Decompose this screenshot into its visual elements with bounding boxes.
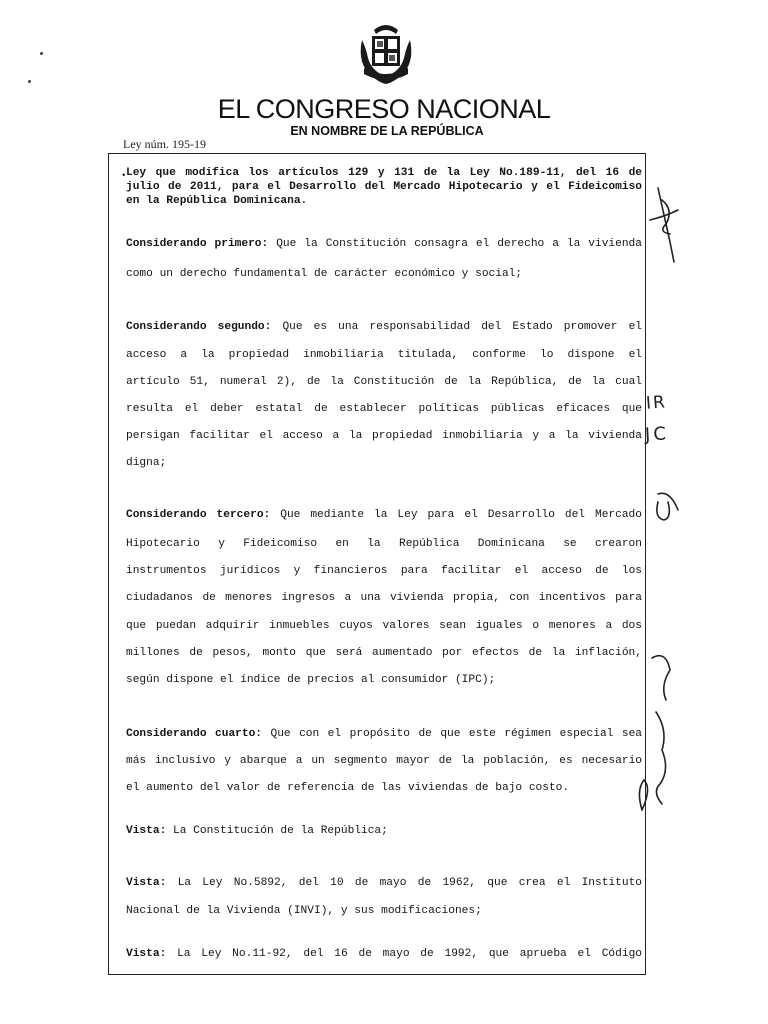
scan-speck — [40, 52, 43, 55]
considerando-line: como un derecho fundamental de carácter económico y social; — [126, 268, 523, 280]
considerando-line: artículo 51, numeral 2), de la Constitución de la República, de la cual — [126, 376, 642, 388]
vista-constitucion: Vista: La Constitución de la República; — [126, 825, 388, 837]
vista-ley-11-92: Vista: La Ley No.11-92, del 16 de mayo de 1992, que aprueba el Código — [126, 948, 642, 960]
considerando-line: resulta el deber estatal de establecer políticas públicas eficaces que — [126, 403, 642, 415]
considerando-line: digna; — [126, 457, 167, 469]
coat-of-arms-seal — [356, 18, 416, 86]
considerando-line: Hipotecario y Fideicomiso en la República Dominicana se crearon — [126, 538, 642, 550]
considerando-line: más inclusivo y abarque a un segmento mayor de la población, es necesario — [126, 755, 642, 767]
considerando-tercero: Considerando tercero: Que mediante la Ley para el Desarrollo del Mercado — [126, 509, 642, 521]
bullet-mark: • — [121, 171, 127, 181]
considerando-line: instrumentos jurídicos y financieros para facilitar el acceso de los — [126, 565, 642, 577]
considerando-cuarto: Considerando cuarto: Que con el propósito de que este régimen especial sea — [126, 728, 642, 740]
considerando-line: acceso a la propiedad inmobiliaria titulada, conforme lo dispone el — [126, 349, 642, 361]
handwritten-margin-marks — [630, 170, 740, 830]
considerando-line: persigan facilitar el acceso a la propiedad inmobiliaria y a la vivienda — [126, 430, 642, 442]
document-subtitle: EN NOMBRE DE LA REPÚBLICA — [290, 124, 484, 138]
vista-line: Nacional de la Vivienda (INVI), y sus modificaciones; — [126, 905, 482, 917]
considerando-line: el aumento del valor de referencia de las viviendas de bajo costo. — [126, 782, 570, 794]
considerando-segundo: Considerando segundo: Que es una responsabilidad del Estado promover el — [126, 321, 642, 333]
document-title: EL CONGRESO NACIONAL — [217, 94, 551, 124]
intro-line: en la República Dominicana. — [126, 195, 308, 207]
intro-line: Ley que modifica los artículos 129 y 131 de la Ley No.189-11, del 16 de — [126, 167, 642, 179]
considerando-primero: Considerando primero: Que la Constitución consagra el derecho a la vivienda — [126, 238, 642, 250]
considerando-line: que puedan adquirir inmuebles cuyos valores sean iguales o menores a dos — [126, 620, 642, 632]
intro-line: julio de 2011, para el Desarrollo del Mercado Hipotecario y el Fideicomiso — [126, 181, 642, 193]
considerando-line: millones de pesos, monto que será aumentado por efectos de la inflación, — [126, 647, 642, 659]
initials-note-2: JC — [644, 423, 670, 446]
considerando-line: según dispone el índice de precios al consumidor (IPC); — [126, 674, 496, 686]
vista-ley-5892: Vista: La Ley No.5892, del 10 de mayo de 1962, que crea el Instituto — [126, 877, 643, 889]
scan-speck — [28, 80, 31, 83]
law-number: Ley núm. 195-19 — [123, 137, 206, 151]
considerando-line: ciudadanos de menores ingresos a una vivienda propia, con incentivos para — [126, 592, 642, 604]
initials-note-1: IR — [645, 392, 668, 414]
